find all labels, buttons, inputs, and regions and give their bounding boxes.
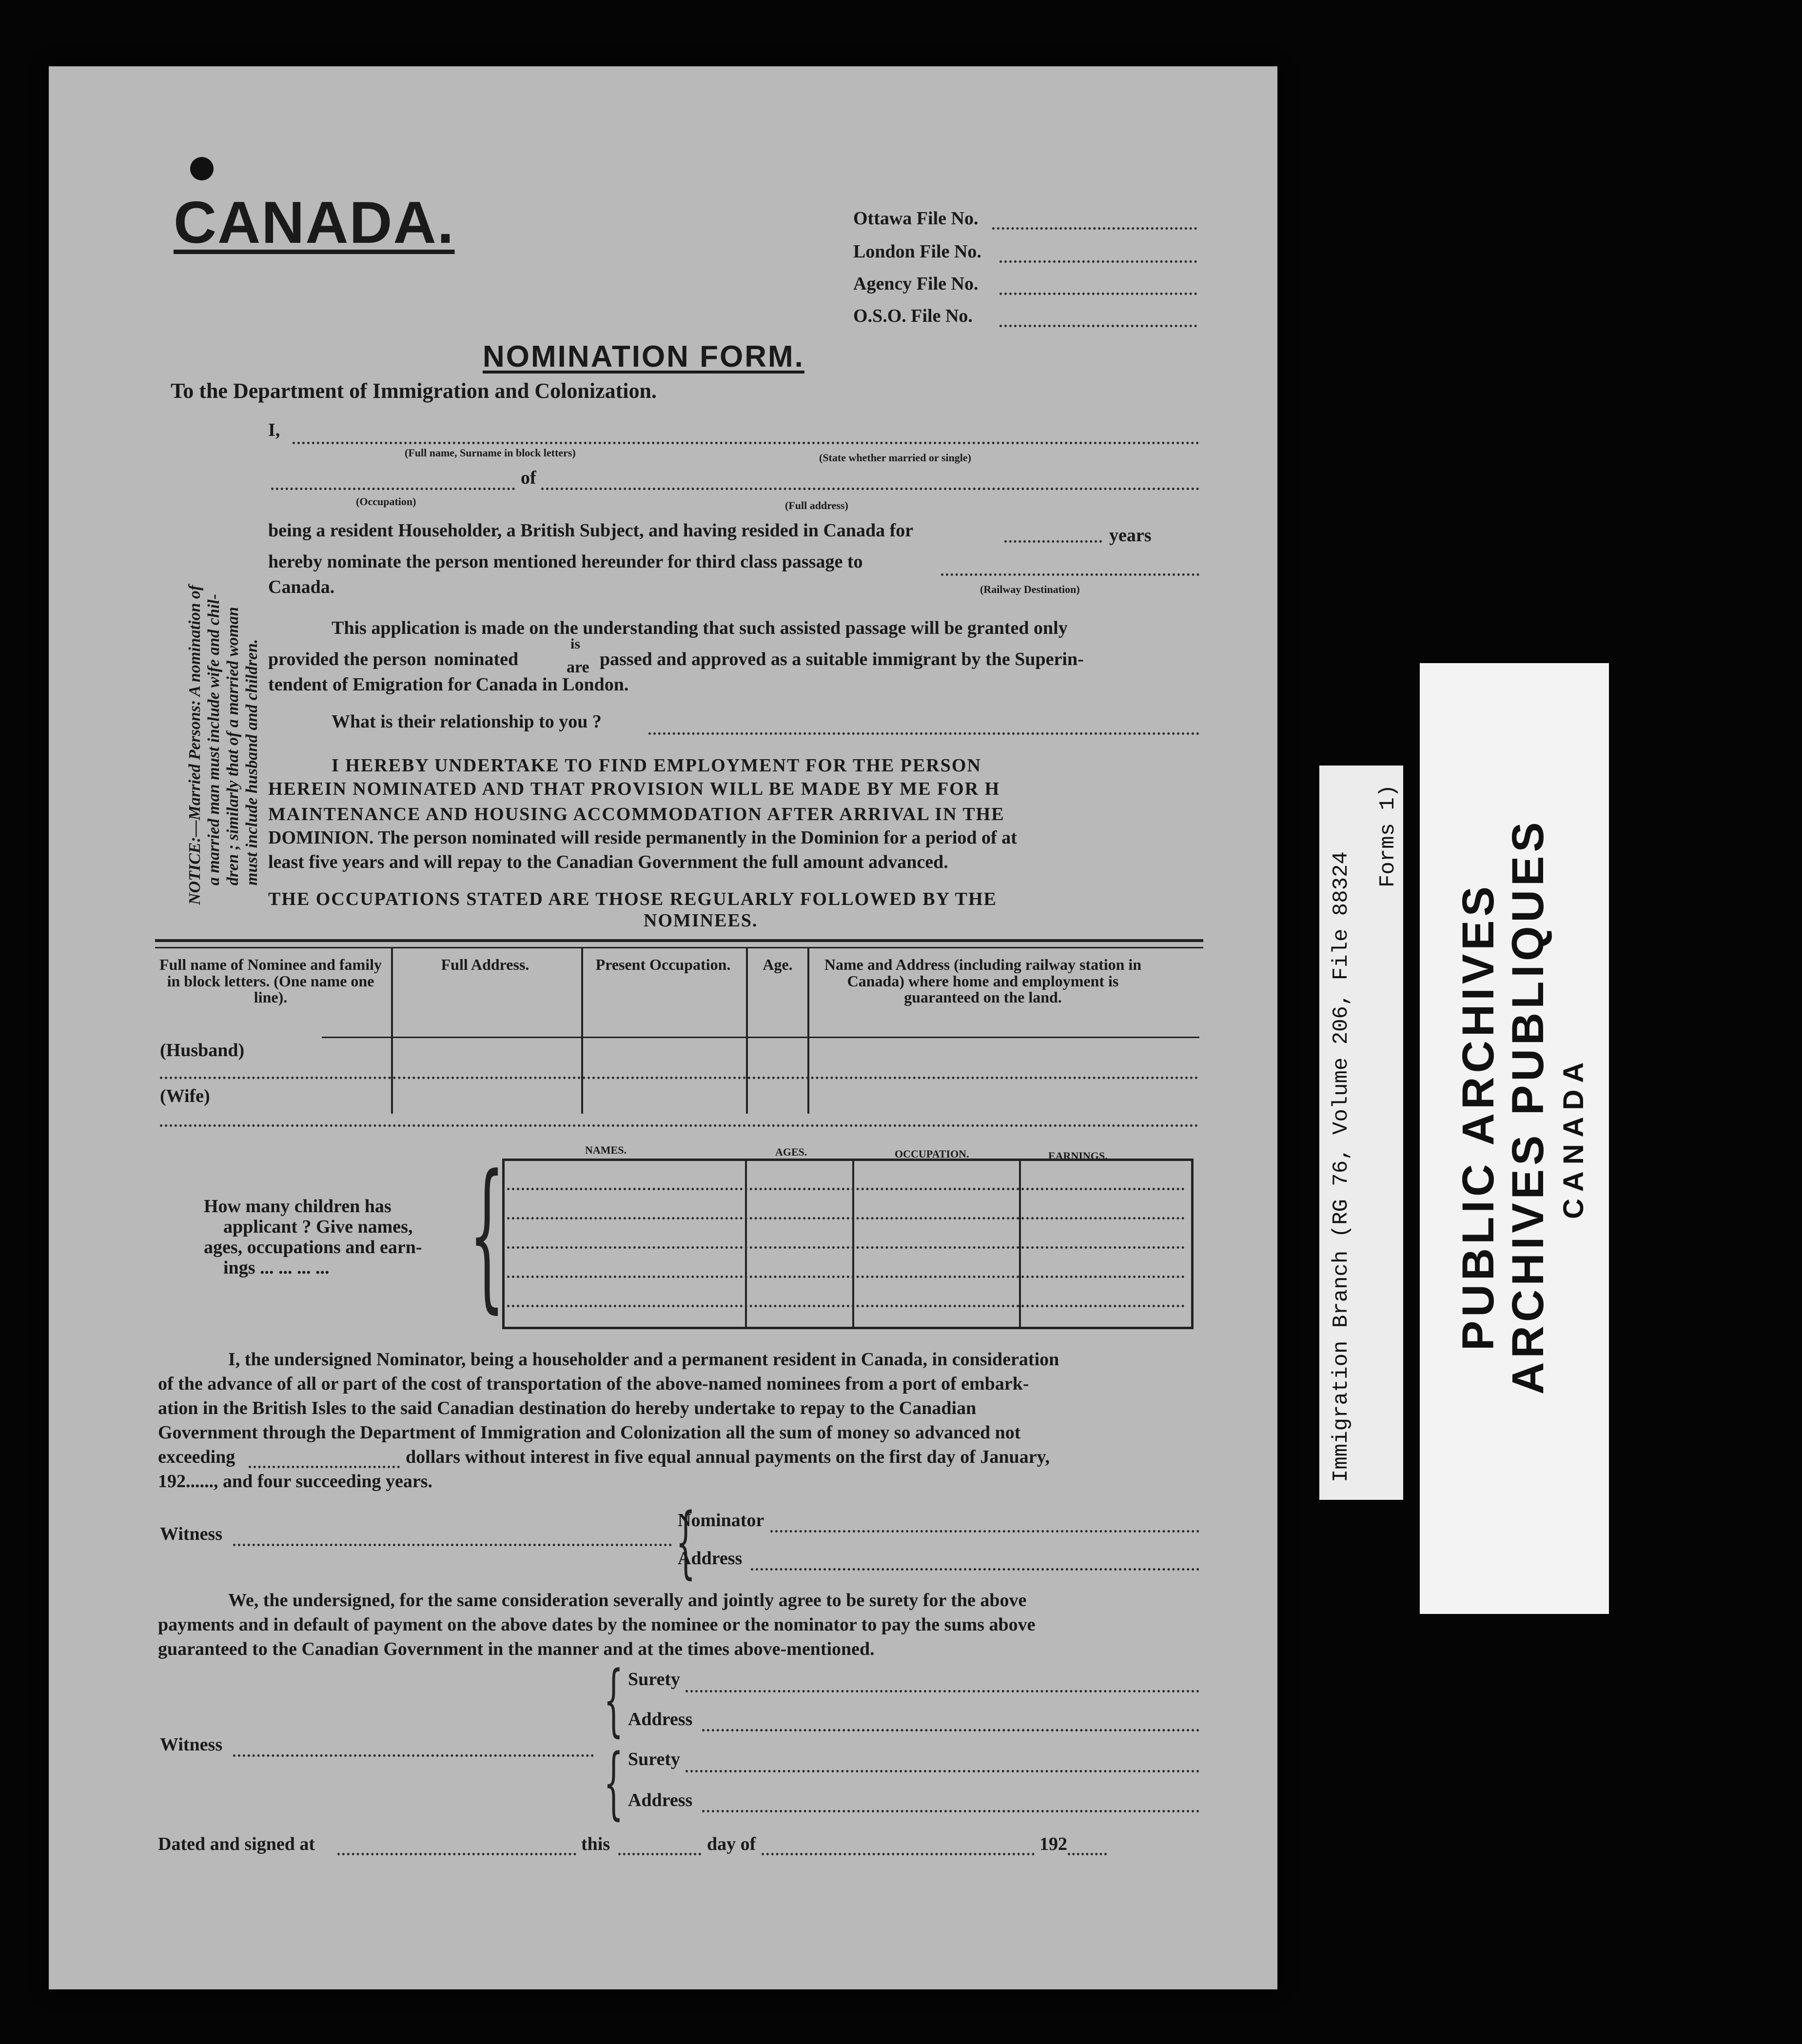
children-label-4: ings ... ... ... ... (223, 1258, 330, 1278)
dated-place-field[interactable] (337, 1853, 576, 1855)
undertake-line-4: DOMINION. The person nominated will reside permanently in the Dominion for a period of at (268, 827, 1017, 848)
children-brace: { (469, 1140, 505, 1328)
undertake-line-5: least five years and will repay to the Canadian Government the full amount advanced. (268, 852, 948, 872)
nominate-line: hereby nominate the person mentioned hereunder for third class passage to (268, 551, 863, 572)
years-field[interactable] (1004, 540, 1102, 543)
agency-file-field[interactable] (999, 293, 1197, 295)
canada-label: Canada. (268, 577, 335, 597)
table-second-rule (155, 947, 1203, 948)
application-line-2b: nominated (434, 649, 519, 669)
caption-full-address: (Full address) (785, 499, 848, 511)
london-file-field[interactable] (999, 260, 1197, 263)
caption-railway: (Railway Destination) (980, 583, 1080, 595)
child-row-4[interactable] (507, 1276, 1185, 1278)
surety-line-1: We, the undersigned, for the same consideration severally and jointly agree to be surety for the above (228, 1590, 1027, 1611)
children-col-1 (745, 1161, 747, 1327)
child-row-5[interactable] (507, 1305, 1185, 1307)
form-title: NOMINATION FORM. (483, 340, 804, 373)
header-full-address: Full Address. (441, 956, 529, 973)
col-divider-1 (391, 948, 393, 1114)
undertaking-line-2: of the advance of all or part of the cost of transportation of the above-named nominees from a port of embark- (158, 1374, 1029, 1394)
header-age: Age. (763, 956, 793, 973)
application-line-2a: provided the person (268, 649, 427, 669)
reference-text-2: Forms 1) (1376, 784, 1400, 887)
full-address-field[interactable] (541, 488, 1199, 490)
undertaking-line-5a: exceeding (158, 1447, 235, 1467)
oso-file-field[interactable] (999, 325, 1197, 327)
of-label: of (521, 468, 536, 488)
surety-address-field-2[interactable] (702, 1810, 1199, 1812)
nominator-address-label: Address (678, 1548, 743, 1569)
caption-married: (State whether married or single) (819, 452, 972, 464)
nominator-label-visible: Nominator (678, 1510, 764, 1531)
header-occupation: Present Occupation. (595, 956, 731, 973)
occupations-line-1: THE OCCUPATIONS STATED ARE THOSE REGULARLY FOLLOWED BY THE (268, 889, 997, 909)
undertake-line-2: HEREIN NOMINATED AND THAT PROVISION WILL BE MADE BY ME FOR H (268, 779, 1000, 799)
are-word: are (567, 658, 589, 676)
caption-occupation: (Occupation) (356, 495, 416, 508)
col-divider-3 (746, 948, 748, 1114)
punch-hole (190, 157, 214, 180)
archives-line-2: ARCHIVES PUBLIQUES (1503, 818, 1553, 1395)
surety-address-label-1: Address (628, 1709, 693, 1730)
day-of-label: day of (707, 1834, 756, 1854)
archives-line-3: CANADA (1558, 1055, 1589, 1219)
years-label: years (1109, 525, 1152, 546)
is-word: is (570, 636, 581, 652)
wife-row-field[interactable] (160, 1124, 1198, 1127)
witness-field-2[interactable] (233, 1754, 594, 1757)
header-ages: AGES. (775, 1146, 807, 1158)
children-col-3 (1019, 1161, 1021, 1327)
full-name-field[interactable] (293, 442, 1199, 444)
witness-label-1: Witness (160, 1524, 223, 1544)
surety-label-2: Surety (628, 1749, 680, 1769)
surety-field-2[interactable] (686, 1770, 1199, 1772)
nominator-address-field[interactable] (751, 1568, 1199, 1571)
relationship-label: What is their relationship to you ? (332, 711, 602, 732)
application-line-1: This application is made on the understanding that such assisted passage will be granted only (332, 618, 1068, 638)
children-label-3: ages, occupations and earn- (204, 1237, 422, 1258)
this-label: this (581, 1834, 610, 1854)
occupations-line-2: NOMINEES. (644, 910, 758, 931)
occupation-field[interactable] (271, 488, 515, 490)
table-top-rule (155, 939, 1203, 942)
surety-field-1[interactable] (686, 1690, 1199, 1692)
header-child-occupation: OCCUPATION. (895, 1148, 969, 1160)
undertake-line-1: I HEREBY UNDERTAKE TO FIND EMPLOYMENT FOR THE PERSON (332, 755, 981, 776)
nomination-form-page (49, 66, 1277, 1989)
addressee: To the Department of Immigration and Colonization. (171, 379, 657, 403)
ottawa-file-field[interactable] (992, 227, 1197, 230)
col-divider-2 (581, 948, 583, 1114)
ottawa-file-label: Ottawa File No. (853, 208, 979, 229)
header-names: NAMES. (585, 1144, 627, 1156)
child-row-2[interactable] (507, 1217, 1185, 1219)
child-row-3[interactable] (507, 1246, 1185, 1249)
archives-line-1: PUBLIC ARCHIVES (1453, 883, 1503, 1351)
surety-line-3: guaranteed to the Canadian Government in the manner and at the times above-mentioned. (158, 1639, 875, 1659)
child-row-1[interactable] (507, 1188, 1185, 1190)
row-wife: (Wife) (160, 1086, 210, 1106)
reference-text-1: Immigration Branch (RG 76, Volume 206, File 88324 (1329, 851, 1353, 1482)
dated-label: Dated and signed at (158, 1834, 315, 1854)
application-line-3: tendent of Emigration for Canada in London. (268, 674, 629, 695)
undertaking-line-4: Government through the Department of Immigration and Colonization all the sum of money so advanced not (158, 1422, 1021, 1443)
year-label: 192 (1039, 1834, 1067, 1854)
i-label: I, (268, 420, 280, 440)
relationship-field[interactable] (648, 732, 1199, 735)
header-rule (322, 1037, 1199, 1038)
col-divider-4 (807, 948, 809, 1114)
header-name-address-employment: Name and Address (including railway station in Canada) where home and employment is guaranteed on the land. (824, 956, 1142, 1006)
children-label-1: How many children has (204, 1196, 392, 1217)
month-field[interactable] (762, 1853, 1035, 1855)
nominator-brace: { (676, 1496, 696, 1587)
oso-file-label: O.S.O. File No. (853, 306, 973, 326)
surety-address-label-2: Address (628, 1790, 693, 1810)
children-grid (502, 1159, 1194, 1329)
resident-line: being a resident Householder, a British Subject, and having resided in Canada for (268, 520, 914, 541)
children-label-2: applicant ? Give names, (223, 1217, 413, 1237)
header-earnings: EARNINGS. (1048, 1150, 1108, 1162)
undertaking-line-1: I, the undersigned Nominator, being a householder and a permanent resident in Canada, in consideration (228, 1349, 1059, 1370)
year-field[interactable] (1068, 1853, 1107, 1855)
day-field[interactable] (618, 1853, 701, 1855)
agency-file-label: Agency File No. (853, 274, 979, 294)
caption-full-name: (Full name, Surname in block letters) (405, 447, 576, 459)
railway-destination-field[interactable] (941, 573, 1199, 576)
husband-row-field[interactable] (160, 1077, 1198, 1079)
nominator-field[interactable] (770, 1530, 1199, 1533)
row-husband: (Husband) (160, 1040, 245, 1061)
london-file-label: London File No. (853, 241, 981, 262)
country-title: CANADA. (174, 189, 455, 256)
notice-married-persons: NOTICE:—Married Persons: A nomination of a married man must include wife and chil- dren ; similarly that of a married woman must include husband and children. (186, 585, 261, 905)
application-line-2c: passed and approved as a suitable immigrant by the Superin- (600, 649, 1084, 669)
surety-line-2: payments and in default of payment on the above dates by the nominee or the nominator to pay the sums above (158, 1614, 1036, 1635)
undertake-line-3: MAINTENANCE AND HOUSING ACCOMMODATION AFTER ARRIVAL IN THE (268, 804, 1005, 825)
children-col-2 (852, 1161, 854, 1327)
header-full-name: Full name of Nominee and family in block letters. (One name one line). (159, 956, 382, 1006)
witness-label-2: Witness (160, 1734, 223, 1755)
surety-brace-1: { (604, 1654, 624, 1745)
surety-label-1: Surety (628, 1669, 680, 1690)
amount-field[interactable] (249, 1466, 400, 1468)
undertaking-line-3: ation in the British Isles to the said Canadian destination do hereby undertake to repay to the Canadian (158, 1398, 977, 1418)
undertaking-line-6: 192......, and four succeeding years. (158, 1471, 432, 1492)
undertaking-line-5b: dollars without interest in five equal annual payments on the first day of January, (406, 1447, 1050, 1467)
surety-address-field-1[interactable] (702, 1729, 1199, 1731)
surety-brace-2: { (604, 1737, 624, 1828)
witness-field-1[interactable] (233, 1544, 672, 1546)
